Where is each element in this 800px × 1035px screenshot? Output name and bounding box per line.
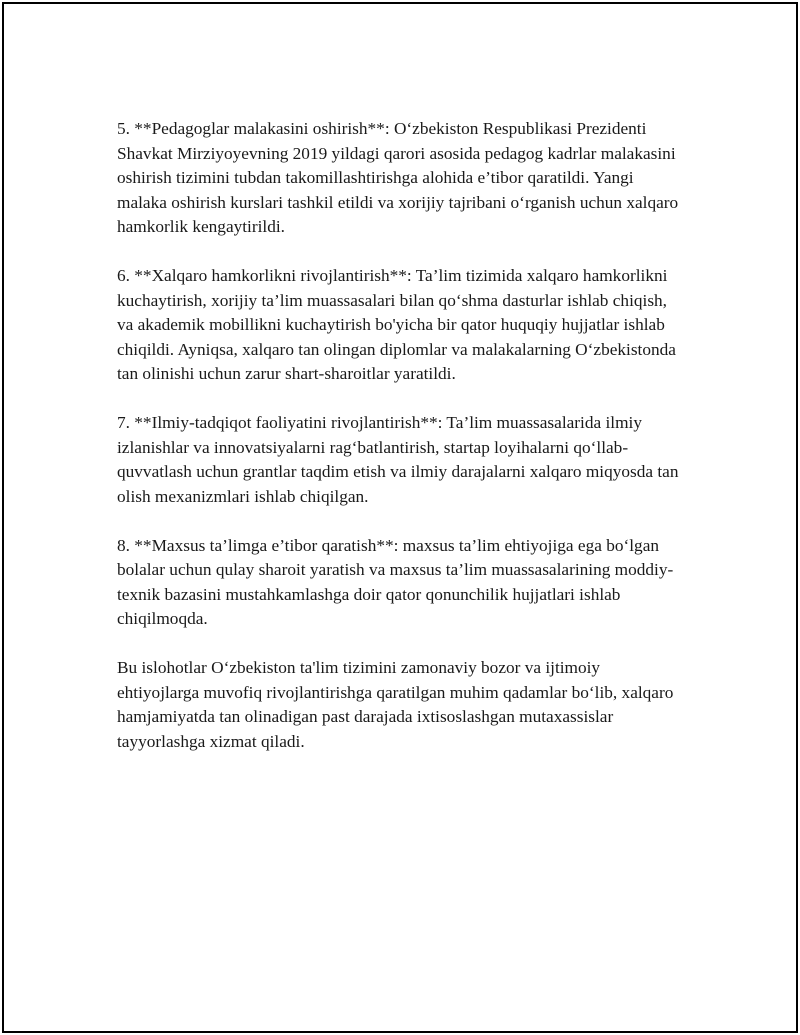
paragraph-conclusion: Bu islohotlar O‘zbekiston ta'lim tizimini zamonaviy bozor va ijtimoiy ehtiyojlarga muvofiq rivojlantirishga qaratilgan muhim qadamlar bo‘lib, xalqaro hamjamiyatda tan olinadigan past darajada ixtisoslashgan mutaxassislar tayyorlashga xizmat qiladi.: [117, 658, 674, 751]
paragraph-5-teacher-training: 5. **Pedagoglar malakasini oshirish**: O‘zbekiston Respublikasi Prezidenti Shavkat Mirziyoyevning 2019 yildagi qarori asosida pedagog kadrlar malakasini oshirish tizimini tubdan takomillashtirishga alohida e’tibor qaratildi. Yangi malaka oshirish kurslari tashkil etildi va xorijiy tajribani o‘rganish uchun xalqaro hamkorlik kengaytirildi.: [117, 119, 679, 236]
document-body: [117, 117, 683, 779]
paragraph-8-special-education: 8. **Maxsus ta’limga e’tibor qaratish**: maxsus ta’lim ehtiyojiga ega bo‘lgan bolalar uchun qulay sharoit yaratish va maxsus ta’lim muassasalarining moddiy-texnik bazasini mustahkamlashga doir qator qonunchilik hujjatlari ishlab chiqilmoqda.: [117, 535, 674, 628]
paragraph-6-international-cooperation: 6. **Xalqaro hamkorlikni rivojlantirish**: Ta’lim tizimida xalqaro hamkorlikni kuchaytirish, xorijiy ta’lim muassasalari bilan qo‘shma dasturlar ishlab chiqish, va akademik mobillikni kuchaytirish bo'yicha bir qator huquqiy hujjatlar ishlab chiqildi. Ayniqsa, xalqaro tan olingan diplomlar va malakalarning O‘zbekistonda tan olinishi uchun zarur shart-sharoitlar yaratildi.: [117, 266, 676, 383]
paragraph-7-scientific-research: 7. **Ilmiy-tadqiqot faoliyatini rivojlantirish**: Ta’lim muassasalarida ilmiy izlanishlar va innovatsiyalarni rag‘batlantirish, startap loyihalarni qo‘llab-quvvatlash uchun grantlar taqdim etish va ilmiy darajalarni xalqaro miqyosda tan olish mexanizmlari ishlab chiqilgan.: [117, 413, 679, 506]
